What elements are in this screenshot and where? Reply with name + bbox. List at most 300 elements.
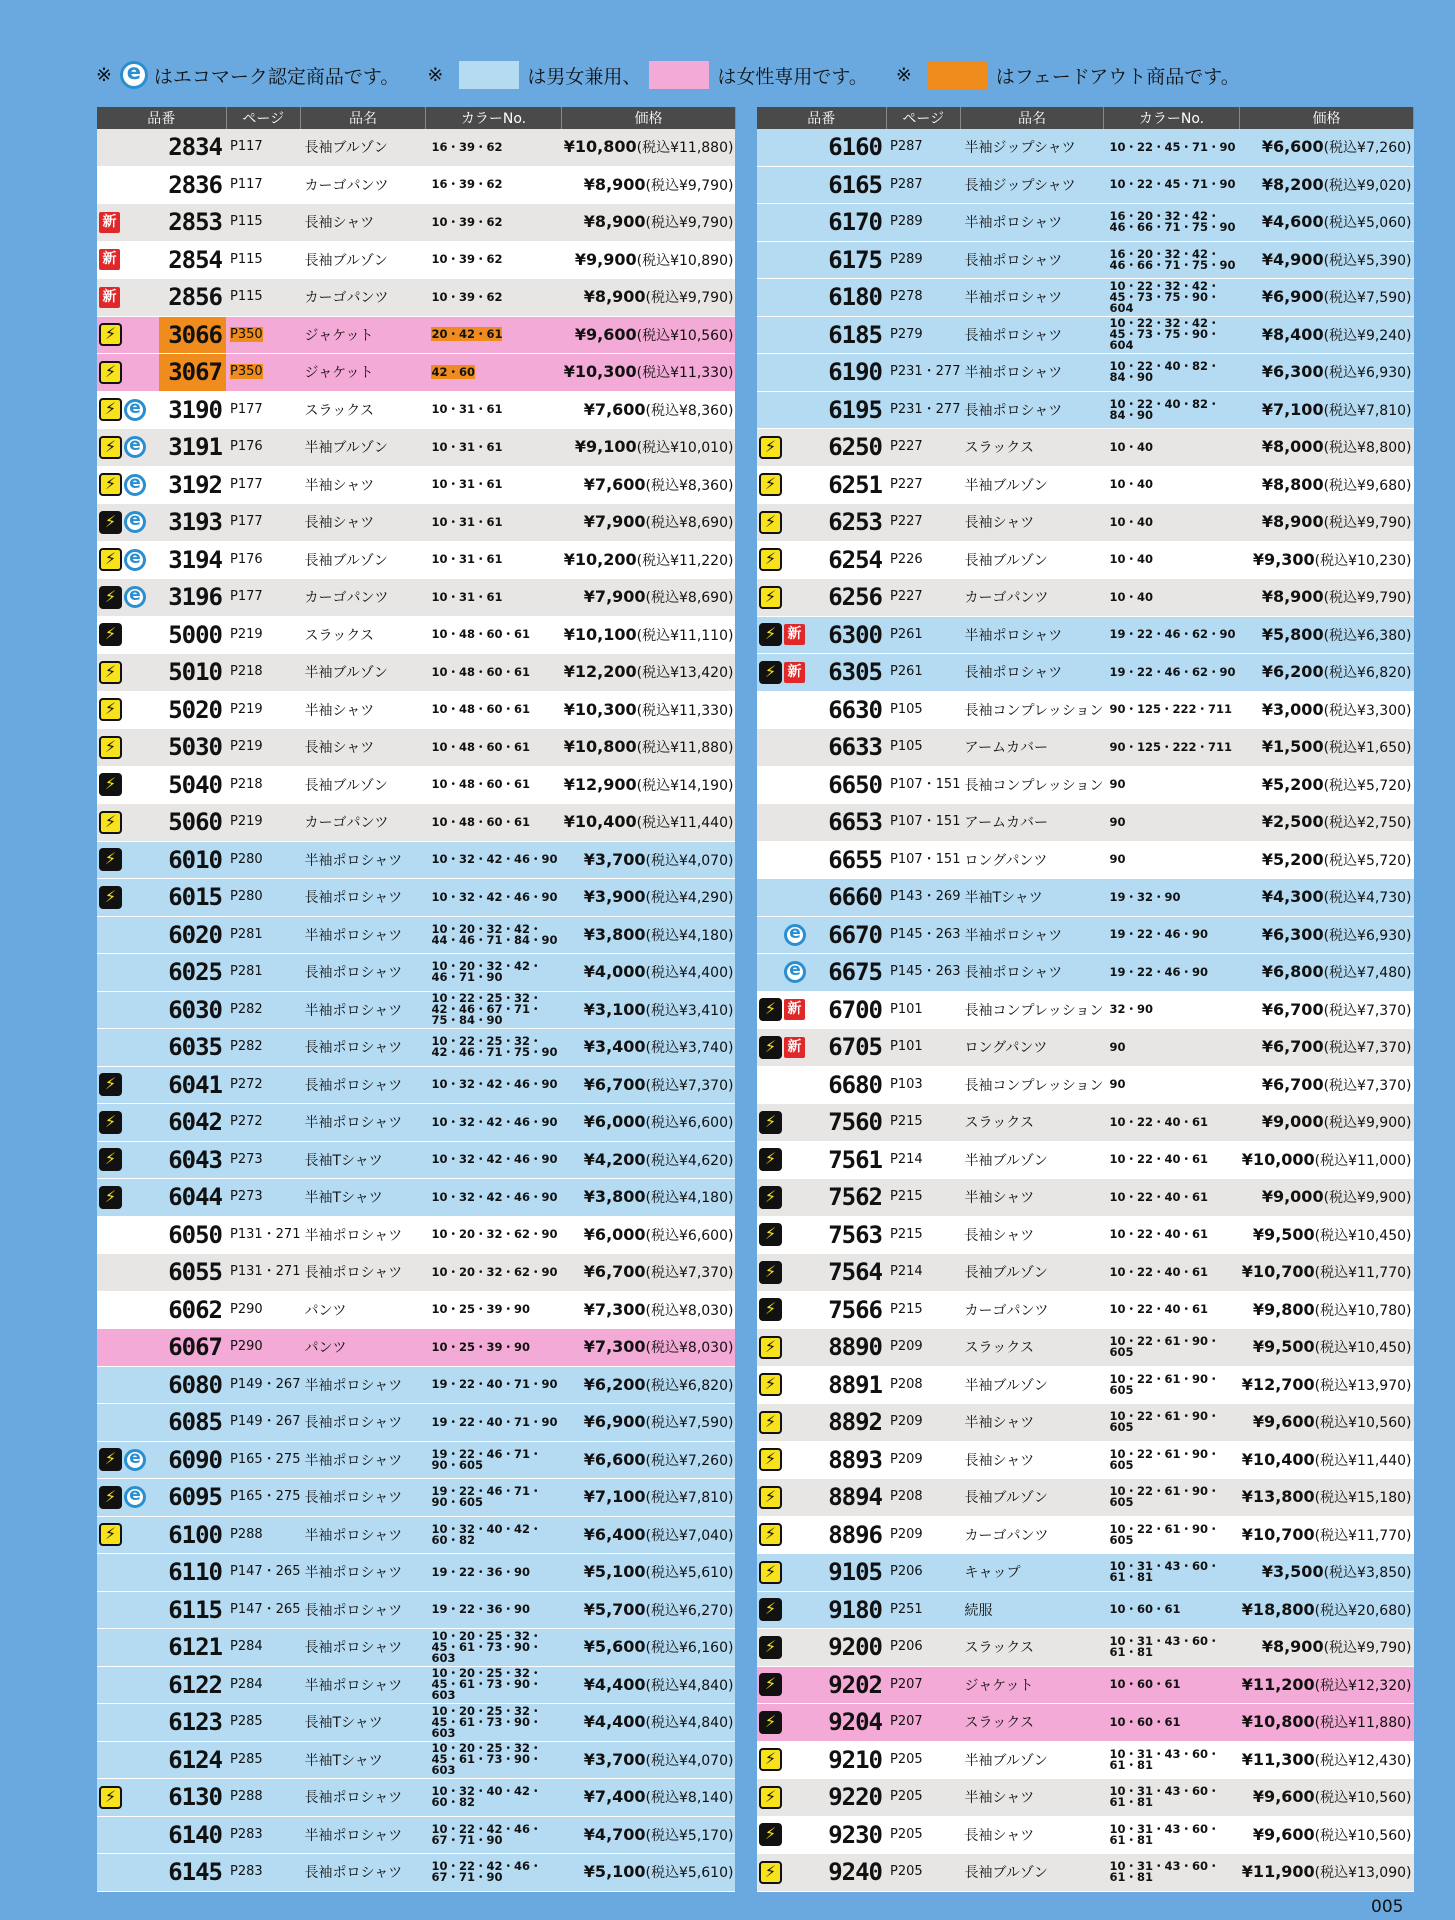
page-ref-text: P261	[890, 664, 923, 680]
price-value: ¥5,600	[583, 1637, 646, 1657]
color-numbers	[425, 766, 561, 804]
price-tax-included: (税込¥5,610)	[645, 1565, 734, 1582]
price-value: ¥7,900	[583, 512, 646, 532]
price-value: ¥9,600	[1252, 1824, 1315, 1844]
page-ref	[886, 316, 960, 354]
lightning-icon	[99, 736, 122, 759]
color-numbers-text: 10・22・42・46・67・71・90	[431, 1859, 542, 1885]
price	[561, 729, 735, 767]
product-name: 長袖ポロシャツ	[300, 1854, 425, 1892]
new-badge: 新	[99, 287, 120, 308]
price-tax-included: (税込¥11,330)	[636, 365, 734, 382]
price	[1240, 1216, 1414, 1254]
color-numbers-text: 10・39・62	[431, 214, 503, 229]
table-row	[757, 1479, 1414, 1517]
color-numbers	[1104, 1141, 1240, 1179]
price	[1240, 1141, 1414, 1179]
lightning-icon	[99, 1186, 122, 1209]
price	[561, 1216, 735, 1254]
color-numbers	[1104, 1066, 1240, 1104]
page-ref	[226, 1441, 300, 1479]
icon-cell	[757, 1404, 819, 1442]
icon-cell	[97, 766, 159, 804]
price	[561, 1516, 735, 1554]
lightning-icon	[759, 1373, 782, 1396]
price	[1240, 129, 1414, 166]
color-numbers	[1104, 841, 1240, 879]
page-ref-text: P219	[230, 701, 263, 717]
color-numbers-text: 10・31・43・60・61・81	[1109, 1821, 1220, 1847]
price-tax-included: (税込¥8,800)	[1323, 440, 1412, 457]
table-row	[757, 1179, 1414, 1217]
product-name: 半袖ポロシャツ	[300, 1441, 425, 1479]
color-numbers	[1104, 1104, 1240, 1142]
product-name: 続服	[960, 1591, 1103, 1629]
price-tax-included: (税込¥8,690)	[645, 515, 734, 532]
eco-legend-text: はエコマーク認定商品です。	[153, 65, 400, 88]
icon-cell	[97, 1629, 159, 1667]
lightning-icon	[759, 1823, 782, 1846]
icon-cell	[97, 1329, 159, 1367]
price	[1240, 1291, 1414, 1329]
price-tax-included: (税込¥13,420)	[636, 665, 734, 682]
color-numbers-text: 19・22・46・90	[1109, 964, 1209, 979]
color-numbers	[425, 616, 561, 654]
icon-cell	[757, 579, 819, 617]
product-name: 半袖ポロシャツ	[300, 1104, 425, 1142]
product-number: 5030	[159, 729, 226, 767]
product-number: 8892	[819, 1404, 886, 1442]
product-number: 6123	[159, 1704, 226, 1742]
page-ref-text: P279	[890, 326, 923, 342]
price	[1240, 466, 1414, 504]
product-number: 6110	[159, 1554, 226, 1592]
color-numbers	[1104, 1179, 1240, 1217]
product-number: 6015	[159, 879, 226, 917]
price	[1240, 391, 1414, 429]
icon-cell	[97, 954, 159, 992]
page-ref	[226, 1479, 300, 1517]
price	[1240, 991, 1414, 1029]
product-name: 半袖ポロシャツ	[300, 1554, 425, 1592]
page-ref-text: P101	[890, 1001, 923, 1017]
product-number: 3196	[159, 579, 226, 617]
product-name: 長袖ポロシャツ	[300, 1066, 425, 1104]
page-ref	[226, 766, 300, 804]
price-value: ¥8,900	[583, 287, 646, 307]
price-tax-included: (税込¥11,880)	[636, 140, 734, 157]
lightning-icon	[759, 1298, 782, 1321]
product-number: 6700	[819, 991, 886, 1029]
product-number: 6042	[159, 1104, 226, 1142]
product-number: 9210	[819, 1741, 886, 1779]
lightning-icon	[99, 1523, 122, 1546]
price	[1240, 1554, 1414, 1592]
icon-cell	[97, 1029, 159, 1067]
page-ref-text: P165・275	[230, 1489, 301, 1505]
table-row	[757, 766, 1414, 804]
price-value: ¥6,700	[583, 1074, 646, 1094]
page-ref-text: P205	[890, 1826, 923, 1842]
color-numbers-text: 10・32・42・46・90	[431, 1152, 558, 1167]
color-numbers	[1104, 1704, 1240, 1742]
icon-cell	[97, 616, 159, 654]
fadeout-legend-text: はフェードアウト商品です。	[995, 65, 1240, 88]
price-tax-included: (税込¥5,720)	[1323, 777, 1412, 794]
price	[1240, 429, 1414, 467]
lightning-icon	[99, 623, 122, 646]
color-numbers	[425, 391, 561, 429]
color-numbers-text: 10・39・62	[431, 252, 503, 267]
color-numbers	[1104, 316, 1240, 354]
page-ref-text: P205	[890, 1789, 923, 1805]
color-numbers	[1104, 354, 1240, 392]
icon-cell	[757, 766, 819, 804]
page-ref	[226, 1779, 300, 1817]
color-numbers	[425, 504, 561, 542]
lightning-icon	[759, 1786, 782, 1809]
page-ref	[886, 1216, 960, 1254]
product-name: 長袖ブルゾン	[300, 129, 425, 166]
product-name: 半袖シャツ	[960, 1779, 1103, 1817]
table-row	[97, 241, 735, 279]
color-numbers-text: 10・22・61・90・605	[1109, 1521, 1220, 1547]
page-ref-text: P272	[230, 1114, 263, 1130]
icon-cell	[757, 1629, 819, 1667]
page-ref	[886, 1141, 960, 1179]
page-ref	[886, 1591, 960, 1629]
color-numbers-text: 10・32・42・46・90	[431, 852, 558, 867]
price-tax-included: (税込¥9,790)	[1323, 1640, 1412, 1657]
icon-cell	[97, 1216, 159, 1254]
color-numbers-text: 10・22・61・90・605	[1109, 1334, 1220, 1360]
price	[561, 1816, 735, 1854]
color-numbers	[1104, 1216, 1240, 1254]
price-tax-included: (税込¥10,780)	[1314, 1302, 1412, 1319]
header-name: 品名	[960, 107, 1103, 129]
product-number: 2834	[159, 129, 226, 166]
icon-cell	[97, 991, 159, 1029]
page-ref	[226, 1554, 300, 1592]
color-numbers-text: 10・48・60・61	[431, 702, 530, 717]
price	[1240, 166, 1414, 204]
product-number: 6080	[159, 1366, 226, 1404]
price	[1240, 1479, 1414, 1517]
page-ref-text: P208	[890, 1489, 923, 1505]
product-number: 6020	[159, 916, 226, 954]
product-name: 半袖ジップシャツ	[960, 129, 1103, 166]
table-row	[97, 1479, 735, 1517]
table-row	[97, 1816, 735, 1854]
price-value: ¥9,800	[1252, 1299, 1315, 1319]
icon-cell	[97, 279, 159, 317]
icon-cell	[97, 1741, 159, 1779]
page-ref-text: P208	[890, 1376, 923, 1392]
price	[561, 804, 735, 842]
page-ref-text: P219	[230, 814, 263, 830]
table-row	[757, 1141, 1414, 1179]
page-ref	[226, 1516, 300, 1554]
price-tax-included: (税込¥6,380)	[1323, 627, 1412, 644]
product-number: 9202	[819, 1666, 886, 1704]
price-tax-included: (税込¥5,060)	[1323, 215, 1412, 232]
color-numbers-text: 19・22・46・90	[1109, 927, 1209, 942]
price-value: ¥9,600	[1252, 1412, 1315, 1432]
price	[1240, 804, 1414, 842]
lightning-icon	[759, 1448, 782, 1471]
price-tax-included: (税込¥13,970)	[1314, 1377, 1412, 1394]
price-tax-included: (税込¥7,370)	[1323, 1077, 1412, 1094]
price-tax-included: (税込¥10,230)	[1314, 552, 1412, 569]
product-number: 7563	[819, 1216, 886, 1254]
product-number: 6121	[159, 1629, 226, 1667]
table-row	[97, 766, 735, 804]
lightning-icon	[99, 848, 122, 871]
price	[1240, 541, 1414, 579]
product-number: 6300	[819, 616, 886, 654]
page-ref	[226, 1104, 300, 1142]
icon-cell	[97, 466, 159, 504]
price-value: ¥10,800	[1241, 1712, 1315, 1732]
price-value: ¥9,000	[1261, 1112, 1324, 1132]
icon-cell	[757, 1591, 819, 1629]
icon-cell	[97, 879, 159, 917]
page-ref-text: P280	[230, 889, 263, 905]
icon-cell	[757, 916, 819, 954]
icon-cell	[757, 991, 819, 1029]
price-value: ¥10,700	[1241, 1524, 1315, 1544]
eco-mark-icon	[124, 399, 146, 421]
price-tax-included: (税込¥6,820)	[645, 1377, 734, 1394]
icon-cell	[757, 1704, 819, 1742]
color-numbers-text: 10・22・40・61	[1109, 1152, 1209, 1167]
product-name: 長袖ポロシャツ	[300, 1254, 425, 1292]
price-tax-included: (税込¥5,170)	[645, 1827, 734, 1844]
price-tax-included: (税込¥6,160)	[645, 1640, 734, 1657]
price	[1240, 241, 1414, 279]
icon-cell	[97, 316, 159, 354]
product-number: 3193	[159, 504, 226, 542]
icon-cell	[97, 504, 159, 542]
color-numbers	[425, 1441, 561, 1479]
color-numbers	[425, 804, 561, 842]
price	[1240, 316, 1414, 354]
page-ref	[226, 1366, 300, 1404]
price-tax-included: (税込¥4,730)	[1323, 890, 1412, 907]
table-row	[97, 1291, 735, 1329]
product-name: 長袖ブルゾン	[960, 1854, 1103, 1892]
price-value: ¥4,200	[583, 1149, 646, 1169]
color-numbers	[1104, 1741, 1240, 1779]
price-value: ¥10,000	[1241, 1149, 1315, 1169]
price-value: ¥6,000	[583, 1224, 646, 1244]
price-value: ¥10,200	[563, 549, 637, 569]
icon-cell	[97, 1816, 159, 1854]
price-tax-included: (税込¥14,190)	[636, 777, 734, 794]
color-numbers-text: 90	[1109, 1039, 1126, 1054]
price	[561, 504, 735, 542]
price-value: ¥9,000	[1261, 1187, 1324, 1207]
page-ref-text: P115	[230, 251, 263, 267]
price-tax-included: (税込¥6,820)	[1323, 665, 1412, 682]
color-numbers-text: 16・20・32・42・46・66・71・75・90	[1109, 209, 1236, 235]
price-tax-included: (税込¥9,790)	[1323, 515, 1412, 532]
color-numbers-text: 16・20・32・42・46・66・71・75・90	[1109, 246, 1236, 272]
table-row	[97, 804, 735, 842]
icon-cell	[97, 1479, 159, 1517]
product-name: 半袖ブルゾン	[960, 466, 1103, 504]
color-numbers-text: 10・22・32・42・45・73・75・90・604	[1109, 278, 1220, 315]
price	[1240, 654, 1414, 692]
page-ref	[226, 129, 300, 166]
price-tax-included: (税込¥7,590)	[1323, 290, 1412, 307]
icon-cell	[757, 1479, 819, 1517]
color-numbers-text: 10・20・25・32・45・61・73・90・603	[431, 1628, 542, 1665]
color-numbers-text: 10・20・25・32・45・61・73・90・603	[431, 1666, 542, 1703]
icon-cell	[757, 1666, 819, 1704]
page-ref-text: P214	[890, 1151, 923, 1167]
product-number: 6190	[819, 354, 886, 392]
price-tax-included: (税込¥7,040)	[645, 1527, 734, 1544]
price-tax-included: (税込¥12,320)	[1314, 1677, 1412, 1694]
price	[561, 429, 735, 467]
table-row	[97, 579, 735, 617]
icon-cell	[97, 1591, 159, 1629]
color-numbers-text: 10・22・40・82・84・90	[1109, 359, 1220, 385]
table-row	[97, 1666, 735, 1704]
product-number: 9204	[819, 1704, 886, 1742]
price-tax-included: (税込¥4,840)	[645, 1715, 734, 1732]
page-ref	[886, 1629, 960, 1667]
price	[561, 1104, 735, 1142]
product-name: 長袖ブルゾン	[960, 1254, 1103, 1292]
price-value: ¥6,300	[1261, 362, 1324, 382]
color-numbers-text: 10・48・60・61	[431, 814, 530, 829]
table-row	[757, 241, 1414, 279]
table-row	[757, 1291, 1414, 1329]
table-row	[757, 1066, 1414, 1104]
color-numbers	[425, 954, 561, 992]
header-color: カラーNo.	[425, 107, 561, 129]
product-number: 5010	[159, 654, 226, 692]
color-numbers-text: 90	[1109, 777, 1126, 792]
lightning-icon	[759, 1261, 782, 1284]
page-ref-text: P206	[890, 1639, 923, 1655]
price-tax-included: (税込¥11,000)	[1314, 1152, 1412, 1169]
price	[1240, 1629, 1414, 1667]
product-number: 8890	[819, 1329, 886, 1367]
lightning-icon	[759, 1223, 782, 1246]
price-value: ¥11,900	[1241, 1862, 1315, 1882]
price-value: ¥6,700	[1261, 999, 1324, 1019]
page-ref-text: P207	[890, 1676, 923, 1692]
icon-cell	[757, 541, 819, 579]
lightning-icon	[759, 1636, 782, 1659]
icon-cell	[757, 654, 819, 692]
page-ref-text: P219	[230, 626, 263, 642]
product-number: 3067	[159, 354, 226, 392]
product-name: ジャケット	[960, 1666, 1103, 1704]
price	[1240, 1254, 1414, 1292]
lightning-icon	[99, 1073, 122, 1096]
page-ref-text: P288	[230, 1789, 263, 1805]
color-numbers	[1104, 1254, 1240, 1292]
table-row	[757, 1104, 1414, 1142]
price-value: ¥8,200	[1261, 174, 1324, 194]
price-value: ¥10,100	[563, 624, 637, 644]
product-table-right	[757, 107, 1414, 1892]
icon-cell	[757, 616, 819, 654]
color-numbers-text: 19・22・40・71・90	[431, 1414, 558, 1429]
product-number: 3066	[159, 316, 226, 354]
eco-mark-icon	[124, 586, 146, 608]
page-ref	[886, 541, 960, 579]
product-number: 6145	[159, 1854, 226, 1892]
lightning-icon	[759, 1861, 782, 1884]
color-numbers	[1104, 1441, 1240, 1479]
page-ref-text: P206	[890, 1564, 923, 1580]
color-numbers	[425, 1741, 561, 1779]
product-name: 長袖ブルゾン	[960, 1479, 1103, 1517]
product-number: 6140	[159, 1816, 226, 1854]
price	[561, 1404, 735, 1442]
lightning-icon	[759, 436, 782, 459]
price-value: ¥7,300	[583, 1299, 646, 1319]
price-tax-included: (税込¥9,900)	[1323, 1115, 1412, 1132]
icon-cell	[97, 1704, 159, 1742]
product-name: 長袖ポロシャツ	[300, 1479, 425, 1517]
table-row	[757, 1854, 1414, 1892]
price-value: ¥8,900	[583, 174, 646, 194]
table-row	[97, 466, 735, 504]
page-ref-text: P289	[890, 251, 923, 267]
price-value: ¥8,900	[1261, 587, 1324, 607]
page-ref-text: P273	[230, 1189, 263, 1205]
price-value: ¥7,100	[583, 1487, 646, 1507]
page-ref	[886, 129, 960, 166]
icon-cell	[97, 166, 159, 204]
page-ref-text: P290	[230, 1339, 263, 1355]
price	[1240, 279, 1414, 317]
table-row	[97, 916, 735, 954]
unisex-legend-text: は男女兼用、	[527, 65, 642, 88]
page-ref-text: P215	[890, 1301, 923, 1317]
color-numbers-text: 10・32・42・46・90	[431, 1114, 558, 1129]
icon-cell	[757, 1441, 819, 1479]
table-row	[97, 391, 735, 429]
price	[561, 1366, 735, 1404]
page-ref-text: P278	[890, 289, 923, 305]
price	[1240, 1366, 1414, 1404]
lightning-icon	[759, 1711, 782, 1734]
product-number: 6122	[159, 1666, 226, 1704]
price-tax-included: (税込¥7,810)	[645, 1490, 734, 1507]
price	[1240, 1704, 1414, 1742]
price-tax-included: (税込¥10,890)	[636, 252, 734, 269]
price	[561, 1141, 735, 1179]
table-row	[757, 654, 1414, 692]
price	[1240, 841, 1414, 879]
icon-cell	[757, 129, 819, 166]
color-numbers	[425, 1291, 561, 1329]
product-name: パンツ	[300, 1329, 425, 1367]
price	[561, 1854, 735, 1892]
product-name: スラックス	[960, 1329, 1103, 1367]
price-tax-included: (税込¥7,590)	[645, 1415, 734, 1432]
page-ref	[886, 1779, 960, 1817]
icon-cell	[757, 1854, 819, 1892]
product-number: 6055	[159, 1254, 226, 1292]
